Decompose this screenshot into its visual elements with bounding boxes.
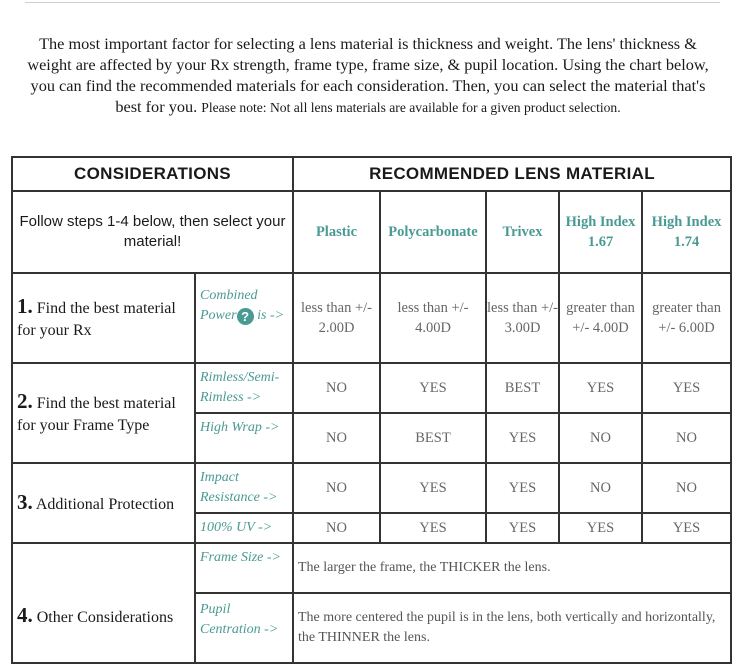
row-uv-label: 100% UV -> [195, 513, 293, 543]
cell: YES [642, 513, 731, 543]
material-high-index-167: High Index 1.67 [559, 191, 642, 273]
lens-material-chart [11, 156, 732, 664]
row-rimless-label: Rimless/Semi-Rimless -> [195, 363, 293, 413]
cell: NO [293, 413, 380, 463]
cell: NO [559, 413, 642, 463]
considerations-header: CONSIDERATIONS [12, 157, 293, 191]
cell: NO [559, 463, 642, 513]
step-1: 1. Find the best material for your Rx [12, 273, 195, 363]
cell: YES [380, 513, 486, 543]
cell: less than +/- 3.00D [486, 273, 559, 363]
top-divider [25, 2, 720, 3]
recommended-material-header: RECOMMENDED LENS MATERIAL [293, 157, 731, 191]
cell: greater than +/- 6.00D [642, 273, 731, 363]
material-trivex: Trivex [486, 191, 559, 273]
cell: less than +/- 4.00D [380, 273, 486, 363]
cell: YES [380, 363, 486, 413]
cell: NO [293, 513, 380, 543]
cell: BEST [380, 413, 486, 463]
instructions: Follow steps 1-4 below, then select your material! [12, 191, 293, 273]
cell: YES [486, 513, 559, 543]
cell: YES [559, 513, 642, 543]
cell: greater than +/- 4.00D [559, 273, 642, 363]
cell: YES [486, 463, 559, 513]
intro-main: The most important factor for selecting a lens material is thickness and weight. The lens' thickness & weight are affected by your Rx strength, frame type, frame size, & pupil location. Using the chart below, you can find the recommended materials for each consideration. Then, you can select the material that's best for you. [27, 34, 709, 116]
cell: BEST [486, 363, 559, 413]
material-high-index-174: High Index 1.74 [642, 191, 731, 273]
cell: YES [380, 463, 486, 513]
row-high-wrap-label: High Wrap -> [195, 413, 293, 463]
row-impact-label: Impact Resistance -> [195, 463, 293, 513]
step-4: 4. Other Considerations [12, 543, 195, 663]
row-pupil-label: Pupil Centration -> [195, 593, 293, 663]
help-icon[interactable]: ? [237, 308, 254, 325]
cell: NO [293, 463, 380, 513]
step-3: 3. Additional Protection [12, 463, 195, 543]
row-combined-power-label: Combined Power ? is -> [195, 273, 293, 363]
intro-note: Please note: Not all lens materials are available for a given product selection. [201, 100, 621, 115]
row-frame-size-label: Frame Size -> [195, 543, 293, 593]
cell: less than +/- 2.00D [293, 273, 380, 363]
cell: YES [642, 363, 731, 413]
intro-text [18, 33, 718, 118]
frame-size-note: The larger the frame, the THICKER the lens. [293, 543, 731, 593]
pupil-centration-note: The more centered the pupil is in the lens, both vertically and horizontally, the THINNER the lens. [293, 593, 731, 663]
cell: YES [486, 413, 559, 463]
material-polycarbonate: Polycarbonate [380, 191, 486, 273]
cell: NO [642, 463, 731, 513]
material-plastic: Plastic [293, 191, 380, 273]
cell: NO [642, 413, 731, 463]
cell: YES [559, 363, 642, 413]
cell: NO [293, 363, 380, 413]
step-2: 2. Find the best material for your Frame Type [12, 363, 195, 463]
